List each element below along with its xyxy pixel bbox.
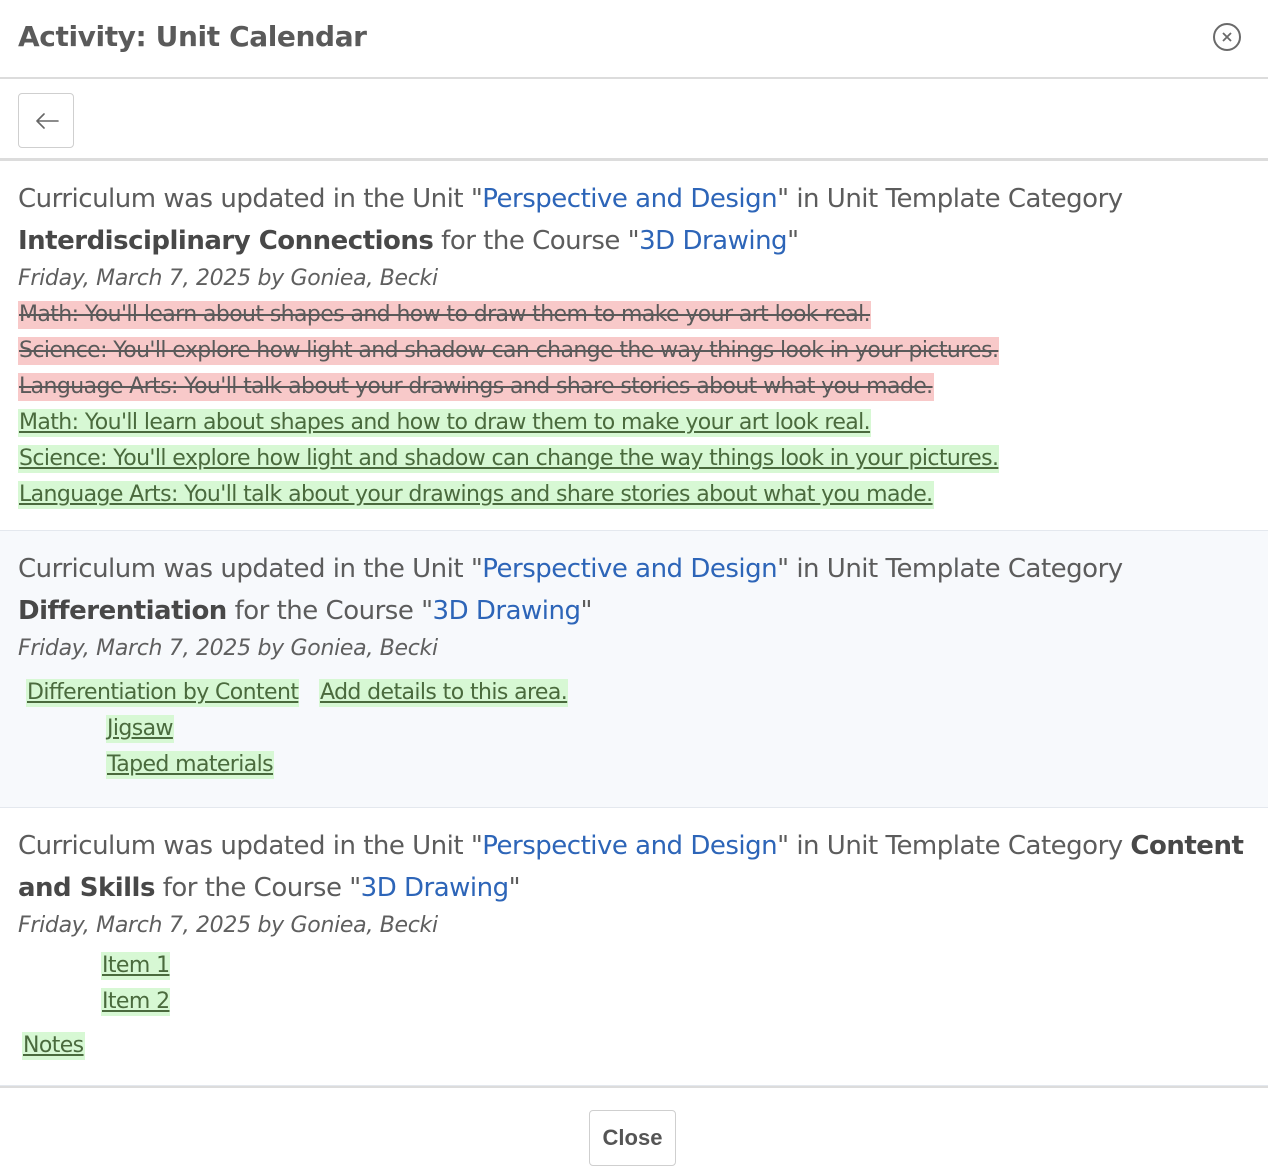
- close-icon[interactable]: [1213, 23, 1241, 51]
- entry-summary: Curriculum was updated in the Unit "Perspective and Design" in Unit Template Category Interdisciplinary Connections for the Course "3D Drawing": [18, 184, 1123, 256]
- added-text: Jigsaw: [107, 716, 173, 741]
- activity-list: [0, 162, 1268, 1086]
- entry-date: Friday, March 7, 2025 by Goniea, Becki: [18, 266, 438, 291]
- added-text: Language Arts: You'll talk about your drawings and share stories about what you made.: [19, 482, 933, 507]
- added-text: Science: You'll explore how light and shadow can change the way things look in your pictures.: [19, 446, 999, 471]
- activity-entry: [0, 162, 1268, 531]
- added-text: Differentiation by Content: [27, 680, 299, 705]
- course-link[interactable]: 3D Drawing: [432, 596, 581, 626]
- added-text: Taped materials: [107, 752, 274, 777]
- added-text: Add details to this area.: [320, 680, 568, 705]
- dialog-footer: [0, 1086, 1268, 1176]
- entry-summary: Curriculum was updated in the Unit "Perspective and Design" in Unit Template Category Content and Skills for the Course "3D Drawing": [18, 831, 1244, 903]
- activity-entry: [0, 808, 1268, 1086]
- close-button[interactable]: Close: [589, 1110, 676, 1166]
- unit-link[interactable]: Perspective and Design: [482, 831, 778, 861]
- removed-text: Language Arts: You'll talk about your drawings and share stories about what you made.: [19, 374, 933, 399]
- category-name: Interdisciplinary Connections: [18, 226, 434, 256]
- back-button[interactable]: [18, 93, 74, 148]
- removed-text: Science: You'll explore how light and shadow can change the way things look in your pictures.: [19, 338, 999, 363]
- added-text: Item 2: [102, 989, 170, 1014]
- activity-entry: [0, 531, 1268, 808]
- course-link[interactable]: 3D Drawing: [360, 873, 509, 903]
- course-link[interactable]: 3D Drawing: [639, 226, 788, 256]
- dialog-header: [0, 0, 1268, 79]
- removed-text: Math: You'll learn about shapes and how to draw them to make your art look real.: [19, 302, 871, 327]
- category-name: Content and Skills: [18, 831, 1244, 903]
- entry-date: Friday, March 7, 2025 by Goniea, Becki: [18, 636, 438, 661]
- category-name: Differentiation: [18, 596, 227, 626]
- added-text: Item 1: [102, 953, 170, 978]
- dialog-title: Activity: Unit Calendar: [18, 20, 367, 53]
- entry-summary: Curriculum was updated in the Unit "Perspective and Design" in Unit Template Category Differentiation for the Course "3D Drawing": [18, 554, 1123, 626]
- toolbar: [0, 79, 1268, 161]
- entry-date: Friday, March 7, 2025 by Goniea, Becki: [18, 913, 438, 938]
- added-text: Math: You'll learn about shapes and how to draw them to make your art look real.: [19, 410, 871, 435]
- unit-link[interactable]: Perspective and Design: [482, 554, 778, 584]
- added-text: Notes: [23, 1033, 84, 1058]
- unit-link[interactable]: Perspective and Design: [482, 184, 778, 214]
